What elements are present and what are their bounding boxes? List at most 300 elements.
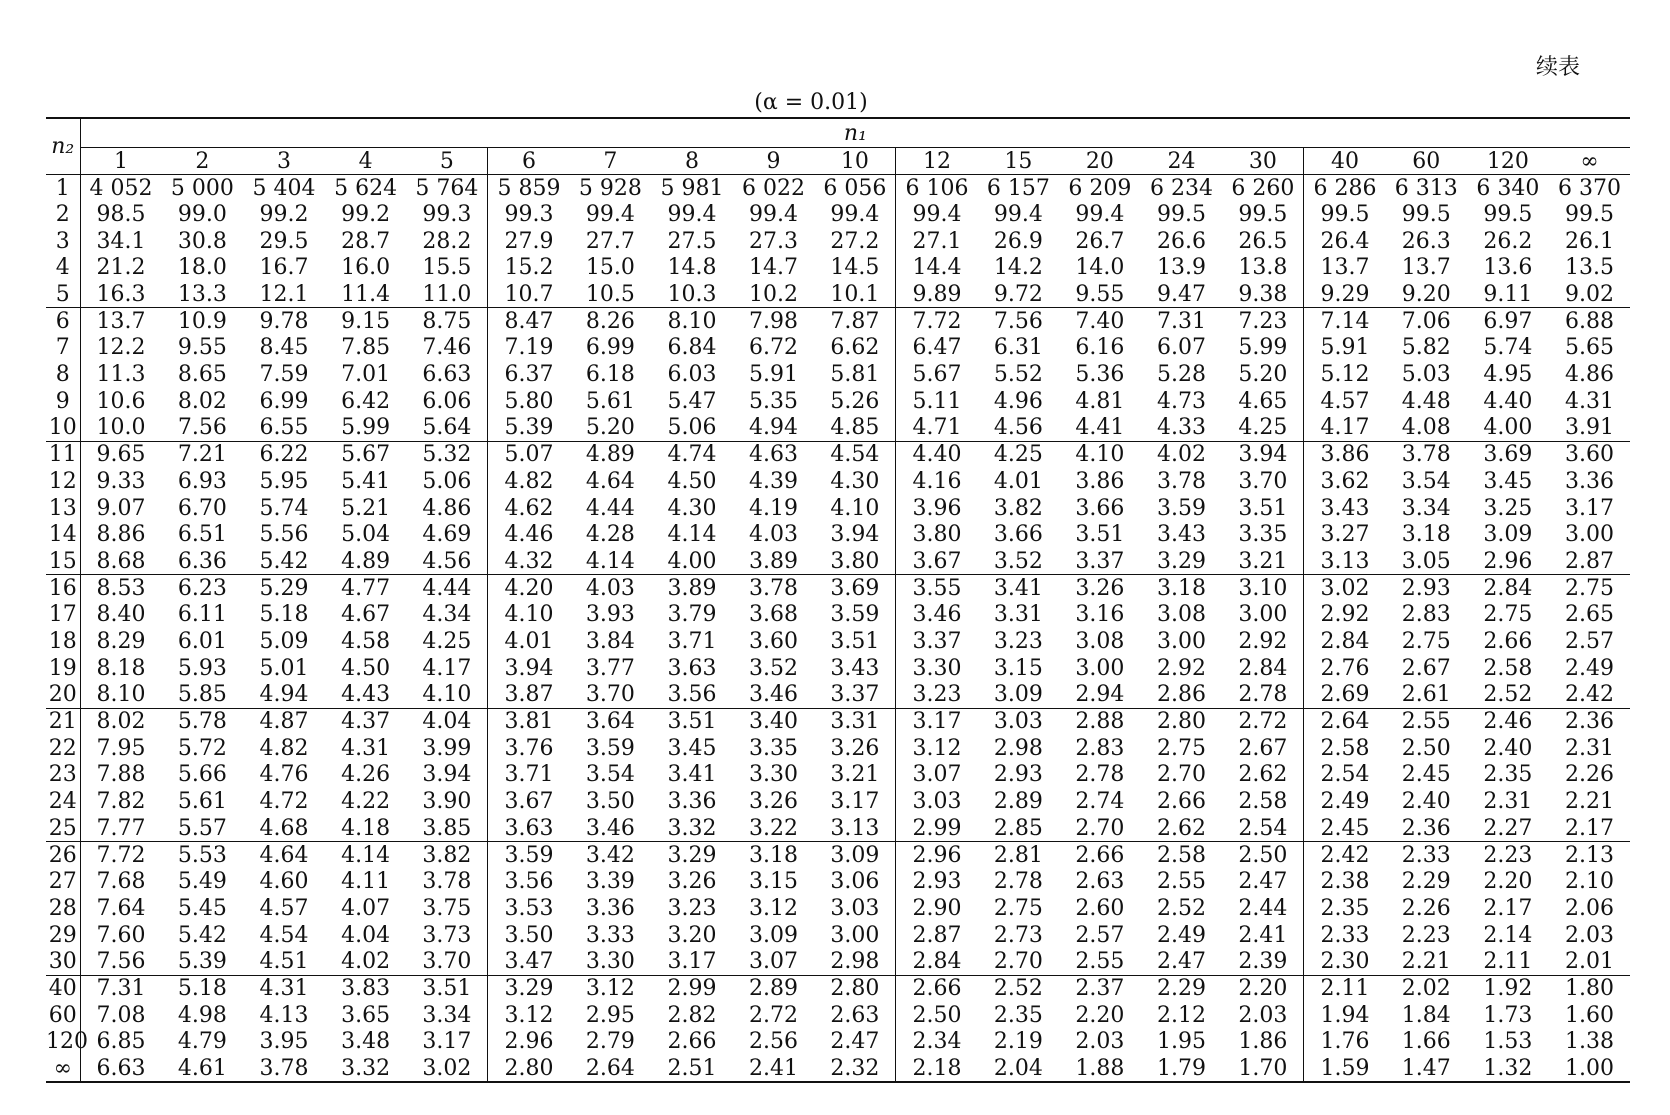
table-cell: 6 022 xyxy=(742,175,806,201)
table-cell: 27.1 xyxy=(912,228,962,254)
table-cell: 27.2 xyxy=(814,228,896,255)
row-label-n2: 21 xyxy=(46,708,80,735)
table-cell: 4.68 xyxy=(259,815,309,841)
table-cell: 2.96 xyxy=(1483,548,1533,574)
table-cell: 3.69 xyxy=(814,575,896,602)
table-cell: 5 928 xyxy=(578,175,642,201)
table-cell: 2.92 xyxy=(1222,628,1304,655)
table-cell: 2.04 xyxy=(978,1055,1060,1082)
table-cell: 13.8 xyxy=(1222,255,1304,282)
f-distribution-table xyxy=(46,117,1630,1083)
table-cell: 2.80 xyxy=(1141,708,1223,735)
table-cell: 2.39 xyxy=(1222,948,1304,975)
table-cell: 4.79 xyxy=(177,1029,227,1055)
table-cell: 2.89 xyxy=(993,789,1043,815)
table-cell: 3.67 xyxy=(912,548,962,574)
table-cell: 4.60 xyxy=(259,869,309,895)
table-cell: 4.10 xyxy=(504,602,554,628)
table-cell: 3.36 xyxy=(585,895,635,921)
table-cell: 3.78 xyxy=(733,575,815,602)
table-cell: 4.19 xyxy=(749,495,799,521)
table-cell: 2.75 xyxy=(1157,735,1206,761)
column-header: 9 xyxy=(733,148,815,175)
column-header: 60 xyxy=(1386,148,1468,175)
table-cell: 5.11 xyxy=(912,388,962,414)
table-cell: 26.3 xyxy=(1401,228,1451,254)
table-cell: 5.20 xyxy=(585,415,635,441)
table-cell: 4.96 xyxy=(993,388,1043,414)
row-label-n2: 17 xyxy=(46,602,80,629)
table-cell: 5.45 xyxy=(177,895,227,921)
table-cell: 9.72 xyxy=(993,281,1043,307)
table-cell: 3.66 xyxy=(1075,495,1125,521)
table-cell: 2.32 xyxy=(814,1055,896,1082)
table-cell: 2.12 xyxy=(1157,1002,1206,1028)
column-header: 7 xyxy=(570,148,652,175)
table-cell: 3.17 xyxy=(1565,495,1614,521)
table-cell: 7.46 xyxy=(406,335,488,362)
table-cell: 3.15 xyxy=(993,655,1043,681)
table-cell: 2.86 xyxy=(1157,682,1206,708)
table-cell: 3.59 xyxy=(585,735,635,761)
table-cell: 3.22 xyxy=(749,815,799,841)
table-cell: 2.03 xyxy=(1222,1002,1304,1029)
table-cell: 3.43 xyxy=(814,655,896,682)
table-row xyxy=(46,175,1630,202)
table-cell: 4.00 xyxy=(1483,415,1533,441)
table-cell: 3.25 xyxy=(1483,495,1533,521)
table-cell: 2.29 xyxy=(1141,975,1223,1002)
table-cell: 5.36 xyxy=(1075,362,1125,388)
table-cell: 2.42 xyxy=(1304,842,1386,869)
table-cell: 3.94 xyxy=(406,762,488,789)
table-cell: 6 234 xyxy=(1150,175,1213,201)
table-cell: 3.91 xyxy=(1565,415,1614,441)
table-cell: 3.78 xyxy=(406,868,488,895)
table-cell: 1.38 xyxy=(1565,1029,1614,1055)
table-cell: 2.74 xyxy=(1075,789,1125,815)
row-label-n2: 3 xyxy=(46,228,80,255)
table-cell: 7.64 xyxy=(96,895,146,921)
table-cell: 3.00 xyxy=(814,922,896,949)
table-cell: 2.49 xyxy=(1157,922,1206,948)
table-cell: 5 404 xyxy=(252,175,316,201)
table-cell: 3.82 xyxy=(993,495,1043,521)
table-cell: 99.2 xyxy=(259,202,309,228)
table-cell: 3.09 xyxy=(1483,522,1533,548)
table-cell: 5.41 xyxy=(341,468,391,494)
table-cell: 3.43 xyxy=(1157,522,1206,548)
table-cell: 3.96 xyxy=(912,495,962,521)
table-cell: 3.13 xyxy=(1320,548,1370,574)
table-cell: 27.9 xyxy=(504,228,554,254)
table-cell: 2.85 xyxy=(993,815,1043,841)
table-cell: 3.68 xyxy=(749,602,799,628)
table-cell: 4.72 xyxy=(259,789,309,815)
table-cell: 14.0 xyxy=(1075,255,1125,281)
table-cell: 8.86 xyxy=(96,522,146,548)
row-label-n2: 1 xyxy=(46,175,80,202)
table-cell: 3.67 xyxy=(504,789,554,815)
table-cell: 6 209 xyxy=(1068,175,1132,201)
table-cell: 26.5 xyxy=(1222,228,1304,255)
table-cell: 8.75 xyxy=(406,308,488,335)
table-cell: 2.40 xyxy=(1483,735,1533,761)
table-cell: 2.79 xyxy=(585,1029,635,1055)
table-cell: 4.44 xyxy=(585,495,635,521)
table-cell: 3.03 xyxy=(978,708,1060,735)
table-cell: 4.89 xyxy=(570,441,652,468)
table-cell: 14.5 xyxy=(814,255,896,282)
alpha-level-caption: (α = 0.01) xyxy=(754,90,868,115)
table-cell: 27.3 xyxy=(749,228,799,254)
table-cell: 5.95 xyxy=(259,468,309,494)
table-cell: 4.32 xyxy=(504,548,554,574)
table-cell: 3.52 xyxy=(993,548,1043,574)
table-cell: 10.6 xyxy=(96,388,146,414)
table-cell: 5.20 xyxy=(1222,361,1304,388)
row-label-n2: 13 xyxy=(46,495,80,522)
table-cell: 3.95 xyxy=(259,1029,309,1055)
table-cell: 8.10 xyxy=(651,308,733,335)
table-cell: 3.18 xyxy=(733,842,815,869)
table-cell: 16.3 xyxy=(96,281,146,307)
table-cell: 9.11 xyxy=(1483,281,1533,307)
table-cell: 2.49 xyxy=(1320,789,1370,815)
table-cell: 13.6 xyxy=(1483,255,1533,281)
table-cell: 3.03 xyxy=(912,789,962,815)
table-cell: 5.67 xyxy=(912,362,962,388)
table-cell: 3.17 xyxy=(814,788,896,815)
table-cell: 7.21 xyxy=(162,441,244,468)
table-cell: 7.56 xyxy=(978,308,1060,335)
table-cell: 9.78 xyxy=(243,308,325,335)
table-cell: 2.95 xyxy=(585,1002,635,1028)
table-cell: 3.02 xyxy=(406,1055,488,1082)
table-cell: 2.35 xyxy=(1320,895,1370,921)
table-cell: 3.26 xyxy=(667,869,717,895)
table-cell: 7.72 xyxy=(896,308,978,335)
table-cell: 3.71 xyxy=(667,629,717,655)
table-cell: 13.5 xyxy=(1565,255,1614,281)
table-cell: 2.93 xyxy=(1386,575,1468,602)
table-cell: 5.91 xyxy=(749,362,799,388)
table-cell: 3.23 xyxy=(912,682,962,708)
table-cell: 2.84 xyxy=(1467,575,1549,602)
table-cell: 3.18 xyxy=(1141,575,1223,602)
table-cell: 3.18 xyxy=(1401,522,1451,548)
table-row xyxy=(46,335,1630,362)
table-cell: 2.42 xyxy=(1565,682,1614,708)
table-cell: 99.3 xyxy=(504,202,554,228)
table-cell: 2.61 xyxy=(1401,682,1451,708)
table-cell: 26.1 xyxy=(1565,228,1614,254)
table-cell: 6.01 xyxy=(177,629,227,655)
table-cell: 5 981 xyxy=(660,175,724,201)
table-cell: 8.45 xyxy=(259,335,309,361)
table-cell: 2.23 xyxy=(1467,842,1549,869)
table-row xyxy=(46,735,1630,762)
table-cell: 2.57 xyxy=(1075,922,1125,948)
table-cell: 6.36 xyxy=(177,548,227,574)
table-cell: 5.03 xyxy=(1401,362,1451,388)
table-cell: 2.23 xyxy=(1401,922,1451,948)
table-row xyxy=(46,895,1630,922)
table-cell: 4.34 xyxy=(406,602,488,629)
table-row xyxy=(46,788,1630,815)
table-row xyxy=(46,281,1630,308)
table-cell: 4.33 xyxy=(1157,415,1206,441)
table-cell: 2.66 xyxy=(1483,629,1533,655)
table-cell: 6.84 xyxy=(667,335,717,361)
table-cell: 2.29 xyxy=(1401,869,1451,895)
table-cell: 2.93 xyxy=(993,762,1043,788)
table-cell: 5.18 xyxy=(162,975,244,1002)
table-cell: 27.7 xyxy=(585,228,635,254)
table-cell: 3.10 xyxy=(1222,575,1304,602)
table-cell: 2.78 xyxy=(1222,682,1304,709)
table-cell: 10.5 xyxy=(585,281,635,307)
table-cell: 3.17 xyxy=(896,708,978,735)
table-cell: 3.71 xyxy=(504,762,554,788)
table-cell: 4.40 xyxy=(1483,388,1533,414)
table-cell: 6.31 xyxy=(993,335,1043,361)
table-cell: 3.46 xyxy=(749,682,799,708)
table-body xyxy=(46,175,1630,1082)
row-label-n2: 120 xyxy=(46,1029,88,1055)
table-cell: 2.83 xyxy=(1401,602,1451,628)
table-cell: 4.08 xyxy=(1401,415,1451,441)
table-row xyxy=(46,548,1630,575)
table-cell: 98.5 xyxy=(96,202,146,228)
row-label-n2: 26 xyxy=(46,842,80,869)
table-cell: 13.3 xyxy=(177,281,227,307)
table-cell: 2.41 xyxy=(733,1055,815,1082)
table-cell: 11.0 xyxy=(406,281,488,308)
table-cell: 3.80 xyxy=(814,548,896,575)
table-cell: 2.78 xyxy=(993,869,1043,895)
table-cell: 4.02 xyxy=(341,949,391,975)
table-cell: 4.48 xyxy=(1401,388,1451,414)
table-cell: 1.79 xyxy=(1141,1055,1223,1082)
row-label-n2: 30 xyxy=(46,948,80,975)
table-cell: 10.2 xyxy=(749,281,799,307)
table-cell: 5.18 xyxy=(259,602,309,628)
column-header: 10 xyxy=(814,148,896,175)
table-cell: 1.95 xyxy=(1157,1029,1206,1055)
table-cell: 3.00 xyxy=(1075,655,1125,681)
table-cell: 2.80 xyxy=(814,975,896,1002)
row-label-n2: 29 xyxy=(46,922,80,949)
row-label-n2: 11 xyxy=(46,441,80,468)
table-cell: 6.97 xyxy=(1467,308,1549,335)
table-cell: 7.56 xyxy=(96,949,146,975)
table-cell: 7.31 xyxy=(1141,308,1223,335)
column-header: 5 xyxy=(406,148,488,175)
table-cell: 10.1 xyxy=(814,281,896,308)
table-cell: 2.64 xyxy=(1304,708,1386,735)
table-cell: 9.15 xyxy=(325,308,407,335)
table-cell: 3.64 xyxy=(570,708,652,735)
table-cell: 2.50 xyxy=(1401,735,1451,761)
table-cell: 3.75 xyxy=(406,895,488,922)
table-cell: 3.34 xyxy=(406,1002,488,1029)
table-cell: 2.31 xyxy=(1483,789,1533,815)
table-cell: 3.56 xyxy=(667,682,717,708)
table-cell: 4.71 xyxy=(912,415,962,441)
table-cell: 1.73 xyxy=(1483,1002,1533,1028)
table-cell: 4.82 xyxy=(504,468,554,494)
table-cell: 5.49 xyxy=(177,869,227,895)
table-cell: 4.44 xyxy=(406,575,488,602)
table-cell: 8.29 xyxy=(96,629,146,655)
table-cell: 3.79 xyxy=(667,602,717,628)
table-cell: 2.20 xyxy=(1222,975,1304,1002)
table-cell: 5.32 xyxy=(406,441,488,468)
table-row xyxy=(46,468,1630,495)
table-cell: 9.07 xyxy=(96,495,146,521)
table-cell: 3.66 xyxy=(993,522,1043,548)
table-cell: 3.27 xyxy=(1320,522,1370,548)
table-cell: 12.2 xyxy=(96,335,146,361)
table-cell: 5.85 xyxy=(177,682,227,708)
table-row xyxy=(46,201,1630,228)
table-cell: 11.4 xyxy=(341,281,391,307)
table-row xyxy=(46,682,1630,709)
table-cell: 2.67 xyxy=(1222,735,1304,762)
table-cell: 1.92 xyxy=(1467,975,1549,1002)
table-cell: 11.3 xyxy=(96,362,146,388)
table-cell: 4.10 xyxy=(1059,441,1141,468)
table-cell: 2.99 xyxy=(651,975,733,1002)
table-cell: 3.41 xyxy=(978,575,1060,602)
table-cell: 2.52 xyxy=(1157,895,1206,921)
table-cell: 3.52 xyxy=(749,655,799,681)
table-cell: 2.30 xyxy=(1320,949,1370,975)
table-cell: 3.26 xyxy=(814,735,896,762)
table-cell: 2.93 xyxy=(912,869,962,895)
table-cell: 2.75 xyxy=(993,895,1043,921)
table-cell: 13.9 xyxy=(1157,255,1206,281)
table-cell: 2.96 xyxy=(896,842,978,869)
table-cell: 5.78 xyxy=(162,708,244,735)
table-cell: 1.94 xyxy=(1320,1002,1370,1028)
table-cell: 2.75 xyxy=(1401,629,1451,655)
table-row xyxy=(46,868,1630,895)
table-cell: 2.94 xyxy=(1075,682,1125,708)
table-cell: 14.2 xyxy=(993,255,1043,281)
table-cell: 2.20 xyxy=(1075,1002,1125,1028)
table-cell: 4.40 xyxy=(896,441,978,468)
table-cell: 2.57 xyxy=(1565,629,1614,655)
table-cell: 5.04 xyxy=(341,522,391,548)
continued-label: 续表 xyxy=(1536,55,1581,80)
table-cell: 13.7 xyxy=(1401,255,1451,281)
table-row xyxy=(46,388,1630,415)
table-cell: 3.70 xyxy=(1222,468,1304,495)
table-cell: 4.30 xyxy=(667,495,717,521)
table-cell: 2.84 xyxy=(1320,629,1370,655)
table-cell: 2.55 xyxy=(1075,949,1125,975)
table-cell: 2.56 xyxy=(749,1029,799,1055)
table-cell: 6.99 xyxy=(259,388,309,414)
table-cell: 3.80 xyxy=(912,522,962,548)
table-cell: 3.60 xyxy=(1549,441,1631,468)
table-cell: 2.89 xyxy=(733,975,815,1002)
table-cell: 3.50 xyxy=(585,789,635,815)
table-cell: 2.03 xyxy=(1075,1029,1125,1055)
table-cell: 4.17 xyxy=(1320,415,1370,441)
table-cell: 3.94 xyxy=(814,521,896,548)
column-header: 1 xyxy=(80,148,162,175)
table-cell: 6.70 xyxy=(177,495,227,521)
table-cell: 5 859 xyxy=(497,175,561,201)
table-cell: 15.5 xyxy=(406,255,488,282)
table-cell: 9.65 xyxy=(80,441,162,468)
table-cell: 4.03 xyxy=(749,522,799,548)
table-cell: 3.32 xyxy=(667,815,717,841)
table-cell: 3.69 xyxy=(1467,441,1549,468)
table-cell: 7.87 xyxy=(814,308,896,335)
row-label-n2: 4 xyxy=(46,255,80,282)
table-cell: 2.87 xyxy=(912,922,962,948)
row-label-n2: 19 xyxy=(46,655,80,682)
table-cell: 3.85 xyxy=(406,815,488,842)
table-cell: 2.66 xyxy=(1157,789,1206,815)
table-cell: 3.51 xyxy=(1222,495,1304,522)
table-cell: 8.40 xyxy=(96,602,146,628)
table-cell: 4.01 xyxy=(993,468,1043,494)
table-cell: 3.37 xyxy=(1075,548,1125,574)
column-header-row xyxy=(46,148,1630,175)
table-cell: 3.30 xyxy=(912,655,962,681)
table-cell: 9.20 xyxy=(1401,281,1451,307)
table-cell: 2.14 xyxy=(1483,922,1533,948)
table-cell: 3.46 xyxy=(585,815,635,841)
table-cell: 3.82 xyxy=(406,842,488,869)
table-cell: 26.7 xyxy=(1075,228,1125,254)
table-cell: 3.37 xyxy=(912,629,962,655)
table-cell: 2.58 xyxy=(1320,735,1370,761)
table-cell: 2.26 xyxy=(1565,762,1614,788)
table-cell: 3.43 xyxy=(1320,495,1370,521)
table-row xyxy=(46,655,1630,682)
table-cell: 3.12 xyxy=(504,1002,554,1028)
table-cell: 7.14 xyxy=(1304,308,1386,335)
column-header: 3 xyxy=(243,148,325,175)
table-cell: 2.90 xyxy=(912,895,962,921)
table-cell: 8.26 xyxy=(570,308,652,335)
table-cell: 3.15 xyxy=(749,869,799,895)
table-cell: 3.09 xyxy=(993,682,1043,708)
table-cell: 2.64 xyxy=(570,1055,652,1082)
table-cell: 3.77 xyxy=(585,655,635,681)
table-cell: 34.1 xyxy=(96,228,146,254)
table-cell: 3.21 xyxy=(814,762,896,789)
table-cell: 10.7 xyxy=(504,281,554,307)
column-header: 12 xyxy=(896,148,978,175)
table-cell: 7.68 xyxy=(96,869,146,895)
table-cell: 1.47 xyxy=(1386,1055,1468,1082)
table-cell: 6.03 xyxy=(667,362,717,388)
table-cell: 3.62 xyxy=(1320,468,1370,494)
table-cell: 5.99 xyxy=(341,415,391,441)
table-cell: 8.02 xyxy=(177,388,227,414)
table-cell: 15.2 xyxy=(504,255,554,281)
table-cell: 2.50 xyxy=(912,1002,962,1028)
table-cell: 4.39 xyxy=(749,468,799,494)
table-cell: 2.67 xyxy=(1401,655,1451,681)
